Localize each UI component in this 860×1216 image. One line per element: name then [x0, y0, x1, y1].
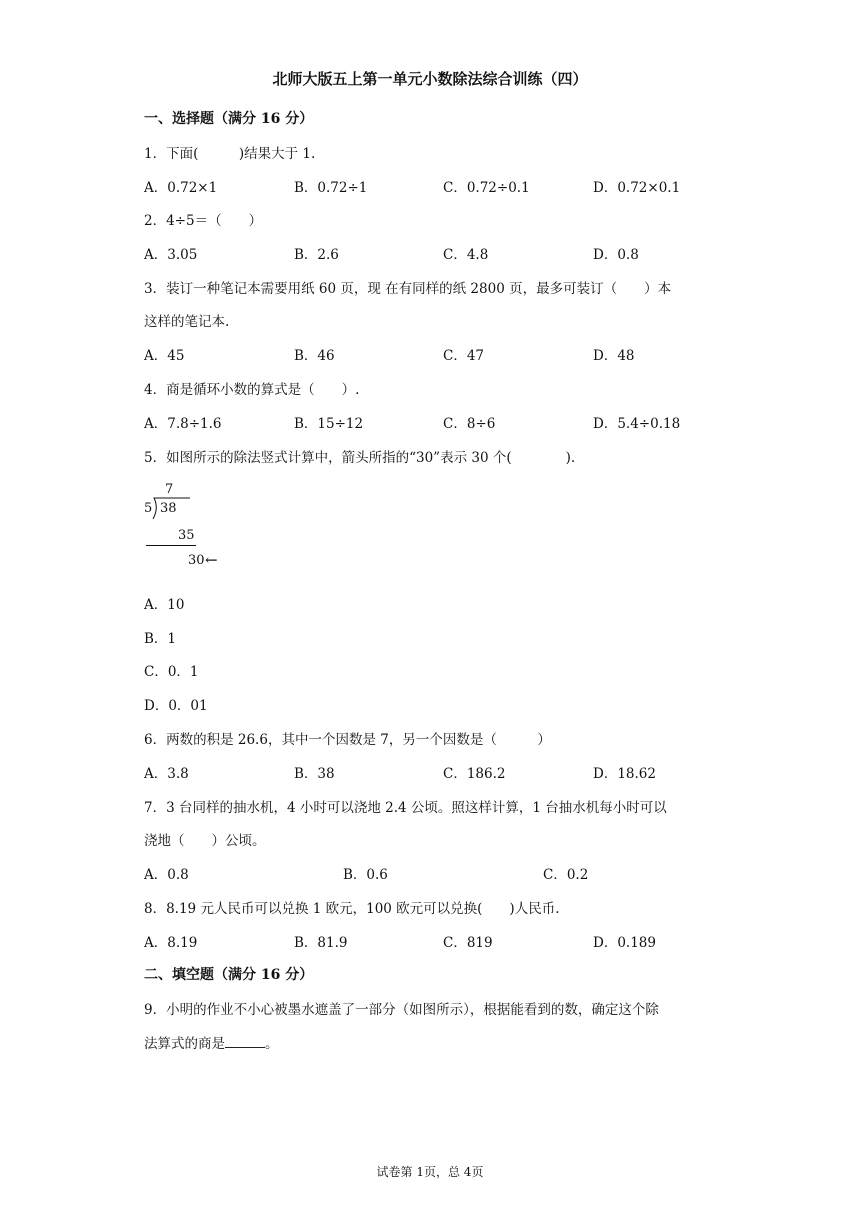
option-d: D．5.4÷0.18 — [593, 416, 681, 432]
question-9-prefix: 法算式的商是 — [144, 1036, 225, 1052]
page-footer: 试卷第 1页，总 4页 — [376, 1165, 484, 1179]
long-division-figure — [138, 478, 238, 576]
option-a: A．3.8 — [144, 766, 189, 782]
option-c: C．8÷6 — [443, 416, 496, 432]
option-a: A．3.05 — [144, 247, 198, 263]
option-c: C．47 — [443, 348, 485, 364]
option-a: A．45 — [144, 348, 185, 364]
section-heading-choice: 一、选择题（满分 16 分） — [144, 111, 314, 127]
option-a: A．0.72×1 — [144, 180, 218, 196]
option-c: C．0.72÷0.1 — [443, 180, 530, 196]
option-a: A．7.8÷1.6 — [144, 416, 222, 432]
option-d: D．0.72×0.1 — [593, 180, 681, 196]
option-d: D．0.189 — [593, 935, 656, 951]
option-b: B．1 — [144, 631, 177, 647]
option-a: A．0.8 — [144, 867, 189, 883]
option-c: C．819 — [443, 935, 493, 951]
answer-blank[interactable] — [225, 1035, 265, 1048]
division-remainder: 30 — [188, 553, 205, 568]
section-heading-fill: 二、填空题（满分 16 分） — [144, 967, 314, 983]
division-dividend: 38 — [160, 501, 177, 516]
question-1: 1．下面( )结果大于 1. — [144, 146, 316, 162]
question-7-continued: 浇地（ ）公顷。 — [144, 833, 266, 849]
option-b: B．2.6 — [294, 247, 339, 263]
question-7: 7．3 台同样的抽水机，4 小时可以浇地 2.4 公顷。照这样计算，1 台抽水机每小时可以 — [144, 800, 667, 816]
question-3-continued: 这样的笔记本. — [144, 314, 230, 330]
option-d: D．18.62 — [593, 766, 656, 782]
option-b: B．38 — [294, 766, 335, 782]
question-2: 2．4÷5＝（ ） — [144, 213, 263, 229]
option-c: C．186.2 — [443, 766, 506, 782]
option-d: D．48 — [593, 348, 635, 364]
question-5: 5．如图所示的除法竖式计算中，箭头所指的“30”表示 30 个( ). — [144, 450, 576, 466]
page-title: 北师大版五上第一单元小数除法综合训练（四） — [272, 70, 588, 88]
question-8: 8．8.19 元人民币可以兑换 1 欧元，100 欧元可以兑换( )人民币. — [144, 901, 560, 917]
option-b: B．46 — [294, 348, 335, 364]
option-c: C．4.8 — [443, 247, 489, 263]
option-d: D．0.8 — [593, 247, 639, 263]
question-6: 6．两数的积是 26.6，其中一个因数是 7，另一个因数是（ ） — [144, 732, 551, 748]
option-b: B．0.72÷1 — [294, 180, 368, 196]
option-c: C．0.2 — [543, 867, 589, 883]
question-9-suffix: 。 — [265, 1036, 279, 1052]
question-4: 4．商是循环小数的算式是（ ）. — [144, 382, 360, 398]
option-b: B．81.9 — [294, 935, 348, 951]
option-c: C．0．1 — [144, 664, 199, 680]
option-b: B．0.6 — [343, 867, 388, 883]
question-9-continued — [144, 1032, 279, 1052]
arrow-left-icon: ← — [205, 551, 218, 569]
division-divisor: 5 — [144, 501, 153, 516]
option-a: A．8.19 — [144, 935, 198, 951]
option-b: B．15÷12 — [294, 416, 364, 432]
division-underline — [146, 545, 196, 546]
division-quotient: 7 — [165, 482, 174, 497]
question-3: 3．装订一种笔记本需要用纸 60 页，现 在有同样的纸 2800 页，最多可装订（ ）本 — [144, 281, 672, 297]
question-9: 9．小明的作业不小心被墨水遮盖了一部分（如图所示），根据能看到的数，确定这个除 — [144, 1002, 659, 1018]
division-product: 35 — [178, 528, 195, 543]
option-a: A．10 — [144, 597, 185, 613]
option-d: D．0．01 — [144, 698, 208, 714]
